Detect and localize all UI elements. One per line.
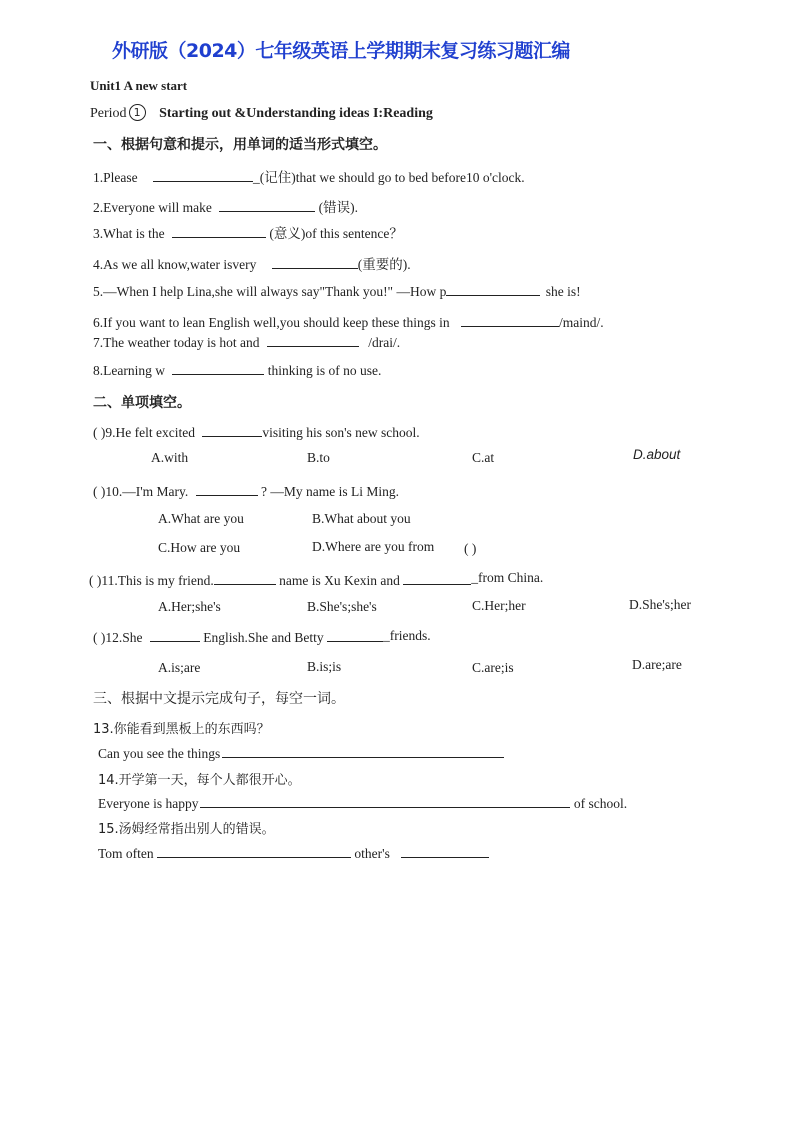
q15-chinese: 15.汤姆经常指出别人的错误。 (98, 822, 275, 837)
q10-extra-paren: ( ) (464, 541, 477, 556)
page-title: 外研版（2024）七年级英语上学期期末复习练习题汇编 (112, 40, 570, 62)
q2-blank[interactable] (219, 199, 315, 212)
question-11 (89, 572, 543, 589)
q1-text-a: 1.Please (93, 170, 138, 185)
q11-answer-paren[interactable]: ( ) (89, 573, 102, 588)
q4-text-b: (重要的). (357, 257, 411, 272)
q10-stem-a: 10.—I'm Mary. (105, 484, 189, 499)
q7-blank[interactable] (267, 334, 359, 347)
q11-option-c[interactable]: C.Her;her (472, 598, 526, 613)
question-7 (93, 334, 400, 351)
q9-option-c[interactable]: C.at (472, 450, 495, 465)
q9-option-b[interactable]: B.to (307, 450, 330, 465)
q10-blank[interactable] (196, 483, 258, 496)
q10-option-a[interactable]: A.What are you (158, 511, 244, 526)
section2-heading: 二、单项填空。 (93, 395, 191, 411)
q5-text-b: she is! (545, 284, 581, 299)
q5-text-a: 5.—When I help Lina,she will always say"Thank you!" —How p (93, 284, 447, 299)
question-2 (93, 196, 358, 216)
q15-text-b: other's (354, 846, 390, 861)
question-12 (93, 629, 431, 646)
q9-stem-b: visiting his son's new school. (262, 425, 420, 440)
q9-answer-paren[interactable]: ( ) (93, 425, 106, 440)
question-8 (93, 362, 381, 379)
q14-blank[interactable] (200, 795, 570, 808)
q10-answer-paren[interactable]: ( ) (93, 484, 106, 499)
q10-stem-b: ? —My name is Li Ming. (261, 484, 400, 499)
q1-text-b: _(记住)that we should go to bed before10 o'clock. (253, 170, 525, 185)
q10-option-d[interactable]: D.Where are you from (312, 539, 435, 554)
q1-blank[interactable] (153, 169, 253, 182)
q9-option-d[interactable]: D.about (633, 447, 681, 462)
question-6 (93, 314, 604, 331)
q9-option-a[interactable]: A.with (151, 450, 189, 465)
q11-blank-1[interactable] (214, 572, 276, 585)
q12-option-c[interactable]: C.are;is (472, 660, 514, 675)
period-prefix: Period (90, 106, 127, 121)
q8-text-a: 8.Learning w (93, 363, 165, 378)
q14-text-a: Everyone is happy (98, 796, 199, 811)
q12-option-b[interactable]: B.is;is (307, 659, 342, 674)
q13-text: Can you see the things (98, 746, 221, 761)
q8-text-b: thinking is of no use. (267, 363, 382, 378)
q12-stem-c: _friends. (383, 628, 431, 643)
q11-stem-a: 11.This is my friend. (101, 573, 214, 588)
q11-option-a[interactable]: A.Her;she's (158, 599, 221, 614)
q12-option-a[interactable]: A.is;are (158, 660, 201, 675)
q6-text-a: 6.If you want to lean English well,you should keep these things in (93, 315, 450, 330)
q15-blank-2[interactable] (401, 845, 489, 858)
q11-option-b[interactable]: B.She's;she's (307, 599, 377, 614)
q7-text-b: /drai/. (368, 335, 401, 350)
q15-blank-1[interactable] (157, 845, 351, 858)
q9-stem-a: 9.He felt excited (105, 425, 195, 440)
q12-stem-b: English.She and Betty (203, 630, 324, 645)
question-4 (93, 253, 411, 273)
period-text: Starting out &Understanding ideas I:Reading (159, 106, 433, 121)
q10-option-b[interactable]: B.What about you (312, 511, 411, 526)
period-heading (90, 104, 433, 122)
q5-blank[interactable] (446, 283, 540, 296)
q12-option-d[interactable]: D.are;are (632, 657, 682, 672)
q12-blank-1[interactable] (150, 629, 200, 642)
q3-text-b: (意义)of this sentence？ (269, 226, 403, 241)
question-1 (93, 166, 525, 186)
q12-blank-2[interactable] (327, 629, 383, 642)
q7-text-a: 7.The weather today is hot and (93, 335, 260, 350)
question-9 (93, 424, 420, 441)
question-5 (93, 283, 581, 300)
q12-answer-paren[interactable]: ( ) (93, 630, 106, 645)
section3-heading: 三、根据中文提示完成句子，每空一词。 (93, 691, 345, 707)
q6-text-b: /maind/. (558, 315, 604, 330)
q4-text-a: 4.As we all know,water isvery (93, 257, 257, 272)
q11-blank-2[interactable] (403, 572, 471, 585)
unit-heading: Unit1 A new start (90, 78, 188, 93)
q2-text-b: (错误). (318, 200, 358, 215)
period-number-circle: 1 (129, 104, 146, 121)
q13-english (98, 745, 504, 762)
q11-option-d[interactable]: D.She's;her (629, 597, 692, 612)
q11-stem-c: _from China. (471, 570, 544, 585)
q15-english (98, 845, 489, 862)
q12-stem-a: 12.She (105, 630, 143, 645)
q3-text-a: 3.What is the (93, 226, 165, 241)
question-3 (93, 222, 403, 242)
q14-text-b: of school. (573, 796, 628, 811)
q2-text-a: 2.Everyone will make (93, 200, 212, 215)
q11-stem-b: name is Xu Kexin and (279, 573, 400, 588)
q14-chinese: 14.开学第一天，每个人都很开心。 (98, 773, 301, 788)
q4-blank[interactable] (272, 256, 358, 269)
q6-blank[interactable] (461, 314, 559, 327)
q15-text-a: Tom often (98, 846, 154, 861)
question-10 (93, 483, 399, 500)
section1-heading: 一、根据句意和提示，用单词的适当形式填空。 (93, 137, 387, 153)
q3-blank[interactable] (172, 225, 266, 238)
q13-chinese: 13.你能看到黑板上的东西吗？ (93, 722, 270, 737)
q14-english (98, 795, 627, 812)
q8-blank[interactable] (172, 362, 264, 375)
q9-blank[interactable] (202, 424, 262, 437)
q10-option-c[interactable]: C.How are you (158, 540, 241, 555)
q13-blank[interactable] (222, 745, 504, 758)
